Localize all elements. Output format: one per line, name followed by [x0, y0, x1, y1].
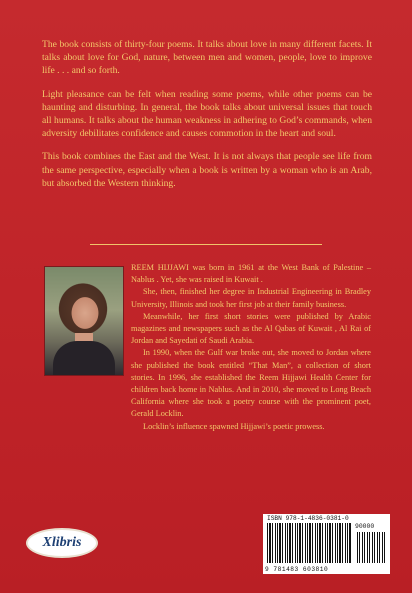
isbn-text: ISBN 978-1-4836-0381-0 — [267, 515, 349, 522]
xlibris-logo — [26, 528, 98, 558]
description-paragraph-2: Light pleasance can be felt when reading some poems, while other poems can be haunting and disturbing. In general, the book talks about universal issues that touch all humans. It talks about the human weakness in adhering to God’s commands, when adversity debilitates confidence and causes commotion in the heart and soul. — [42, 88, 372, 140]
description-paragraph-1: The book consists of thirty-four poems. It talks about love in many different facets. It talks about love for God, nature, between men and women, people, love to improve life . . . and so forth. — [42, 39, 372, 77]
barcode-digits: 9 781483 603810 — [265, 566, 329, 573]
book-description — [42, 38, 372, 200]
divider-line — [90, 244, 322, 245]
bio-paragraph-4: In 1990, when the Gulf war broke out, she moved to Jordan where she published the book entitled “That Man”, a collection of short stories. In 1996, she established the Reem Hijjawi Health Center for children back home in Nablus. And in 2010, she moved to Long Beach California where she took a poetry course with the prominent poet, Gerald Locklin. — [131, 348, 371, 419]
author-photo — [44, 266, 124, 376]
bio-paragraph-2: She, then, finished her degree in Industrial Engineering in Bradley University, Illinois and took her first job at their family business. — [131, 287, 371, 309]
author-bio — [131, 262, 371, 433]
addon-code: 90000 — [355, 523, 375, 530]
author-photo-shoulders — [53, 341, 115, 375]
description-paragraph-3: This book combines the East and the West. It is not always that people see life from the same perspective, especially when a book is written by a woman who is an Arab, but absorbed the Western thinking. — [42, 151, 372, 189]
addon-barcode-bars — [357, 532, 385, 563]
bio-paragraph-3: Meanwhile, her first short stories were published by Arabic magazines and newspapers such as the Al Qabas of Kuwait , Al Rai of Jordan and Sayedati of Saudi Arabia. — [131, 311, 371, 346]
bio-paragraph-1: REEM HIJJAWI was born in 1961 at the West Bank of Palestine – Nablus . Yet, she was raised in Kuwait . — [131, 263, 371, 285]
publisher-logo-text: Xlibris — [42, 535, 82, 550]
barcode-bars — [267, 523, 351, 563]
bio-paragraph-5: Locklin’s influence spawned Hijjawi’s poetic prowess. — [143, 421, 325, 431]
isbn-barcode — [263, 514, 390, 574]
